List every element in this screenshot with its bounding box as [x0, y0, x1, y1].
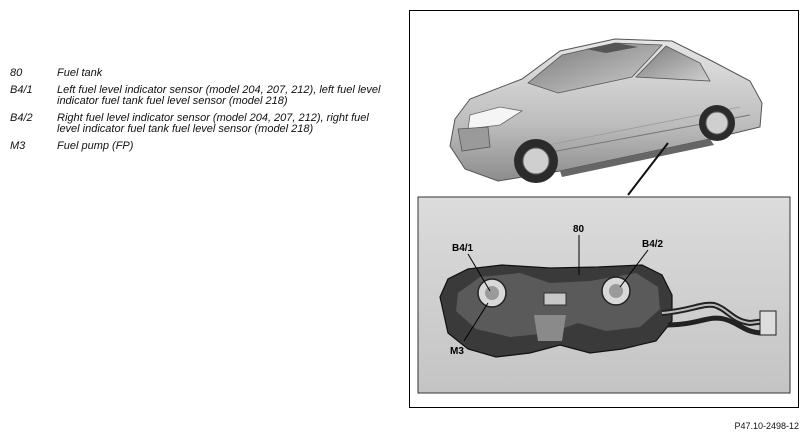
car-illustration: [450, 39, 762, 195]
legend-list: [10, 68, 390, 157]
figure-reference-number: P47.10-2498-12: [734, 421, 799, 431]
legend-code: 80: [10, 67, 23, 79]
legend-row: [10, 68, 390, 80]
legend-description: Fuel tank: [57, 67, 103, 79]
illustration-frame: [409, 10, 799, 408]
legend-description: Left fuel level indicator sensor (model 204, 207, 212), left fuel level indicator fuel tank fuel level sensor (model 218): [57, 83, 381, 107]
legend-description: Fuel pump (FP): [57, 139, 134, 152]
callout-label: M3: [450, 346, 464, 357]
legend-code: B4/1: [10, 83, 33, 96]
illustration: [410, 11, 799, 408]
legend-row: [10, 141, 390, 153]
callout-label: 80: [573, 224, 585, 235]
callout-label: B4/1: [452, 243, 474, 254]
legend-row: [10, 85, 390, 108]
legend-description: Right fuel level indicator sensor (model 204, 207, 212), right fuel level indicator fuel tank fuel level sensor (model 218): [57, 111, 369, 135]
legend-code: B4/2: [10, 111, 33, 124]
legend-row: [10, 113, 390, 136]
legend-code: M3: [10, 139, 26, 152]
callout-label: B4/2: [642, 239, 664, 250]
